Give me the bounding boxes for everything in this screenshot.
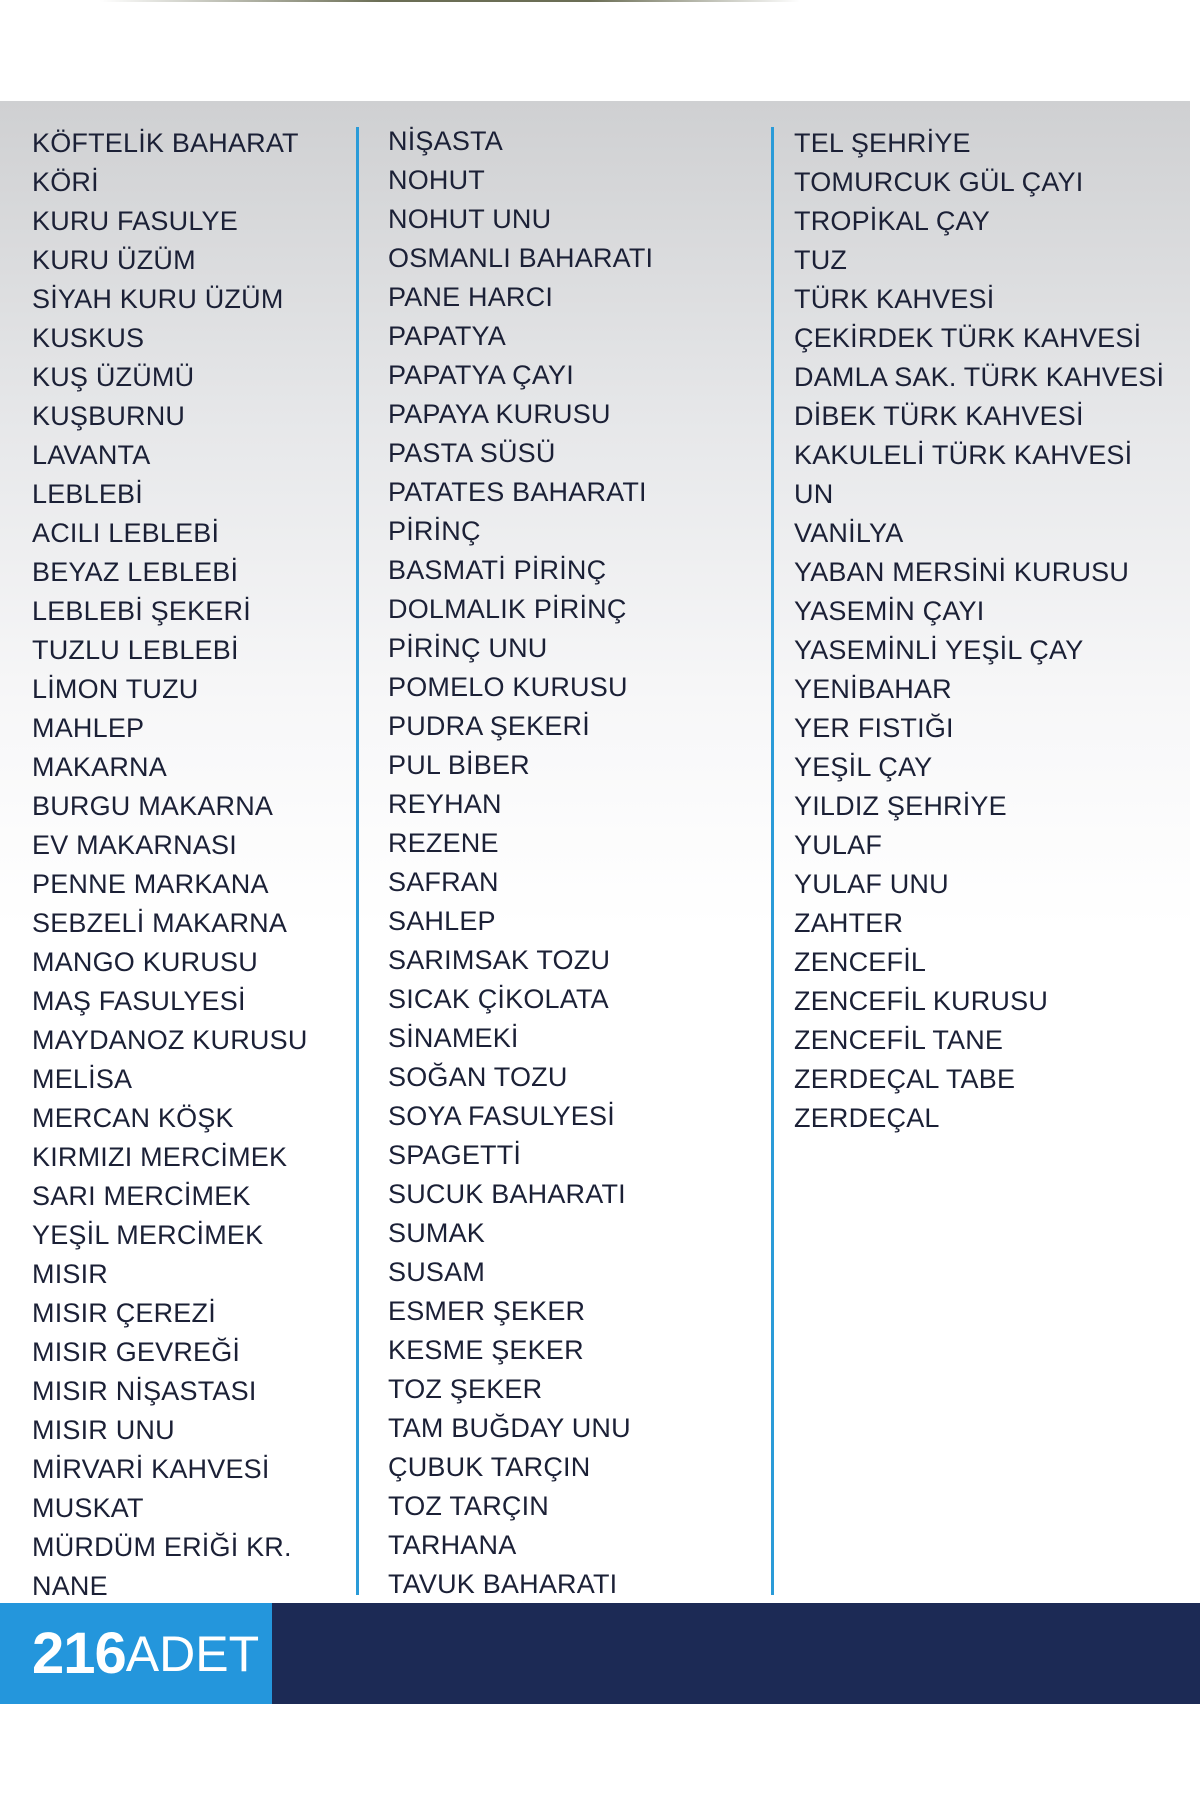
- product-count-number: 216: [32, 1621, 126, 1686]
- product-list-item: UN: [794, 479, 834, 509]
- product-list-item: MISIR ÇEREZİ: [32, 1298, 216, 1328]
- product-list-item: BURGU MAKARNA: [32, 791, 274, 821]
- product-list-item: KURU FASULYE: [32, 206, 238, 236]
- product-list-item: YEŞİL ÇAY: [794, 752, 933, 782]
- footer-bar: [0, 1603, 1200, 1704]
- product-list-item: KUSKUS: [32, 323, 145, 353]
- product-list-item: TOZ ŞEKER: [388, 1374, 543, 1404]
- product-list-item: PENNE MARKANA: [32, 869, 269, 899]
- product-list-item: KIRMIZI MERCİMEK: [32, 1142, 288, 1172]
- product-list-item: SİYAH KURU ÜZÜM: [32, 284, 284, 314]
- product-column-2: [388, 122, 653, 1604]
- product-list-item: SICAK ÇİKOLATA: [388, 984, 609, 1014]
- right-page-margin: [1190, 101, 1200, 1604]
- product-list-item: DAMLA SAK. TÜRK KAHVESİ: [794, 362, 1165, 392]
- product-list-item: POMELO KURUSU: [388, 672, 628, 702]
- product-list-item: TUZ: [794, 245, 848, 275]
- product-list-item: YULAF: [794, 830, 883, 860]
- product-list-item: ACILI LEBLEBİ: [32, 518, 220, 548]
- product-list-item: TAVUK BAHARATI: [388, 1569, 618, 1599]
- product-list-item: PANE HARCI: [388, 282, 554, 312]
- product-list-item: LAVANTA: [32, 440, 151, 470]
- product-list-item: ZAHTER: [794, 908, 904, 938]
- product-list-item: YABAN MERSİNİ KURUSU: [794, 557, 1130, 587]
- product-count-unit: ADET: [125, 1625, 260, 1682]
- product-list-item: ESMER ŞEKER: [388, 1296, 586, 1326]
- product-list-item: MISIR: [32, 1259, 109, 1289]
- product-list-item: REZENE: [388, 828, 499, 858]
- product-list-item: TARHANA: [388, 1530, 517, 1560]
- product-list-item: REYHAN: [388, 789, 502, 819]
- product-list-item: DOLMALIK PİRİNÇ: [388, 594, 627, 624]
- product-list-item: PATATES BAHARATI: [388, 477, 647, 507]
- product-list-item: YASEMİN ÇAYI: [794, 596, 985, 626]
- product-count-badge: [0, 1603, 272, 1704]
- product-list-item: MELİSA: [32, 1064, 133, 1094]
- product-list-item: TAM BUĞDAY UNU: [388, 1413, 631, 1443]
- product-list-item: MAKARNA: [32, 752, 167, 782]
- product-list-item: PİRİNÇ UNU: [388, 633, 548, 663]
- product-list-item: KURU ÜZÜM: [32, 245, 196, 275]
- product-list-item: MERCAN KÖŞK: [32, 1103, 234, 1133]
- product-list-item: VANİLYA: [794, 518, 904, 548]
- product-list-item: ÇEKİRDEK TÜRK KAHVESİ: [794, 323, 1142, 353]
- product-list-item: TUZLU LEBLEBİ: [32, 635, 239, 665]
- product-list-item: TÜRK KAHVESİ: [794, 284, 995, 314]
- product-list-item: KUŞBURNU: [32, 401, 186, 431]
- product-list-item: YEŞİL MERCİMEK: [32, 1220, 264, 1250]
- product-list-item: PUL BİBER: [388, 750, 530, 780]
- product-list-item: ÇUBUK TARÇIN: [388, 1452, 591, 1482]
- product-list-item: ZERDEÇAL TABE: [794, 1064, 1016, 1094]
- product-list-item: PİRİNÇ: [388, 516, 481, 546]
- product-list-item: DİBEK TÜRK KAHVESİ: [794, 401, 1084, 431]
- product-list-item: SOĞAN TOZU: [388, 1062, 568, 1092]
- product-list-item: SARI MERCİMEK: [32, 1181, 251, 1211]
- product-list-item: NOHUT: [388, 165, 485, 195]
- product-list-item: PAPATYA ÇAYI: [388, 360, 574, 390]
- product-list-item: TROPİKAL ÇAY: [794, 206, 990, 236]
- product-list-item: KUŞ ÜZÜMÜ: [32, 362, 195, 392]
- product-list-item: ZENCEFİL: [794, 947, 927, 977]
- product-list-item: KÖFTELİK BAHARAT: [32, 128, 299, 158]
- product-list-item: MAŞ FASULYESİ: [32, 986, 246, 1016]
- product-list-item: MUSKAT: [32, 1493, 144, 1523]
- product-list-item: PUDRA ŞEKERİ: [388, 711, 590, 741]
- product-list-item: EV MAKARNASI: [32, 830, 237, 860]
- product-list-item: MISIR NİŞASTASI: [32, 1376, 257, 1406]
- product-list-item: LEBLEBİ: [32, 479, 143, 509]
- column-divider-2: [771, 127, 774, 1595]
- product-list-item: MANGO KURUSU: [32, 947, 258, 977]
- product-list-item: SEBZELİ MAKARNA: [32, 908, 288, 938]
- product-list-item: NİŞASTA: [388, 126, 503, 156]
- product-list-item: NANE: [32, 1571, 108, 1601]
- top-decorative-line: [100, 0, 800, 2]
- product-list-item: LEBLEBİ ŞEKERİ: [32, 596, 251, 626]
- product-list-item: SAFRAN: [388, 867, 499, 897]
- product-list-item: ZENCEFİL TANE: [794, 1025, 1004, 1055]
- product-list-item: KAKULELİ TÜRK KAHVESİ: [794, 440, 1133, 470]
- product-list-item: KÖRİ: [32, 167, 99, 197]
- product-column-1: [32, 124, 308, 1606]
- product-list-item: MISIR GEVREĞİ: [32, 1337, 241, 1367]
- product-list-item: TOMURCUK GÜL ÇAYI: [794, 167, 1084, 197]
- product-list-item: YULAF UNU: [794, 869, 949, 899]
- product-list-item: TEL ŞEHRİYE: [794, 128, 971, 158]
- product-list-item: SUCUK BAHARATI: [388, 1179, 626, 1209]
- product-list-item: SOYA FASULYESİ: [388, 1101, 615, 1131]
- product-list-item: BASMATİ PİRİNÇ: [388, 555, 607, 585]
- product-list-item: ZENCEFİL KURUSU: [794, 986, 1049, 1016]
- product-list-item: MAHLEP: [32, 713, 145, 743]
- product-list-item: PASTA SÜSÜ: [388, 438, 556, 468]
- product-list-item: PAPATYA: [388, 321, 506, 351]
- product-list-item: SUMAK: [388, 1218, 486, 1248]
- product-list-item: YER FISTIĞI: [794, 713, 954, 743]
- product-list-item: SARIMSAK TOZU: [388, 945, 611, 975]
- product-list-item: ZERDEÇAL: [794, 1103, 940, 1133]
- product-list-item: SİNAMEKİ: [388, 1023, 519, 1053]
- product-list-item: KESME ŞEKER: [388, 1335, 584, 1365]
- product-list-item: PAPAYA KURUSU: [388, 399, 611, 429]
- product-list-item: YASEMİNLİ YEŞİL ÇAY: [794, 635, 1084, 665]
- product-list-item: OSMANLI BAHARATI: [388, 243, 654, 273]
- product-list-item: NOHUT UNU: [388, 204, 552, 234]
- product-list-item: MAYDANOZ KURUSU: [32, 1025, 308, 1055]
- product-list-item: MİRVARİ KAHVESİ: [32, 1454, 270, 1484]
- product-list-item: YENİBAHAR: [794, 674, 952, 704]
- product-list-item: BEYAZ LEBLEBİ: [32, 557, 239, 587]
- product-list-item: MISIR UNU: [32, 1415, 175, 1445]
- product-list-item: LİMON TUZU: [32, 674, 199, 704]
- product-list-item: YILDIZ ŞEHRİYE: [794, 791, 1007, 821]
- product-list-item: MÜRDÜM ERİĞİ KR.: [32, 1532, 292, 1562]
- column-divider-1: [356, 127, 359, 1595]
- product-list-item: TOZ TARÇIN: [388, 1491, 550, 1521]
- product-list-item: SPAGETTİ: [388, 1140, 522, 1170]
- product-list-item: SUSAM: [388, 1257, 486, 1287]
- product-list-item: SAHLEP: [388, 906, 496, 936]
- product-column-3: [794, 124, 1164, 1138]
